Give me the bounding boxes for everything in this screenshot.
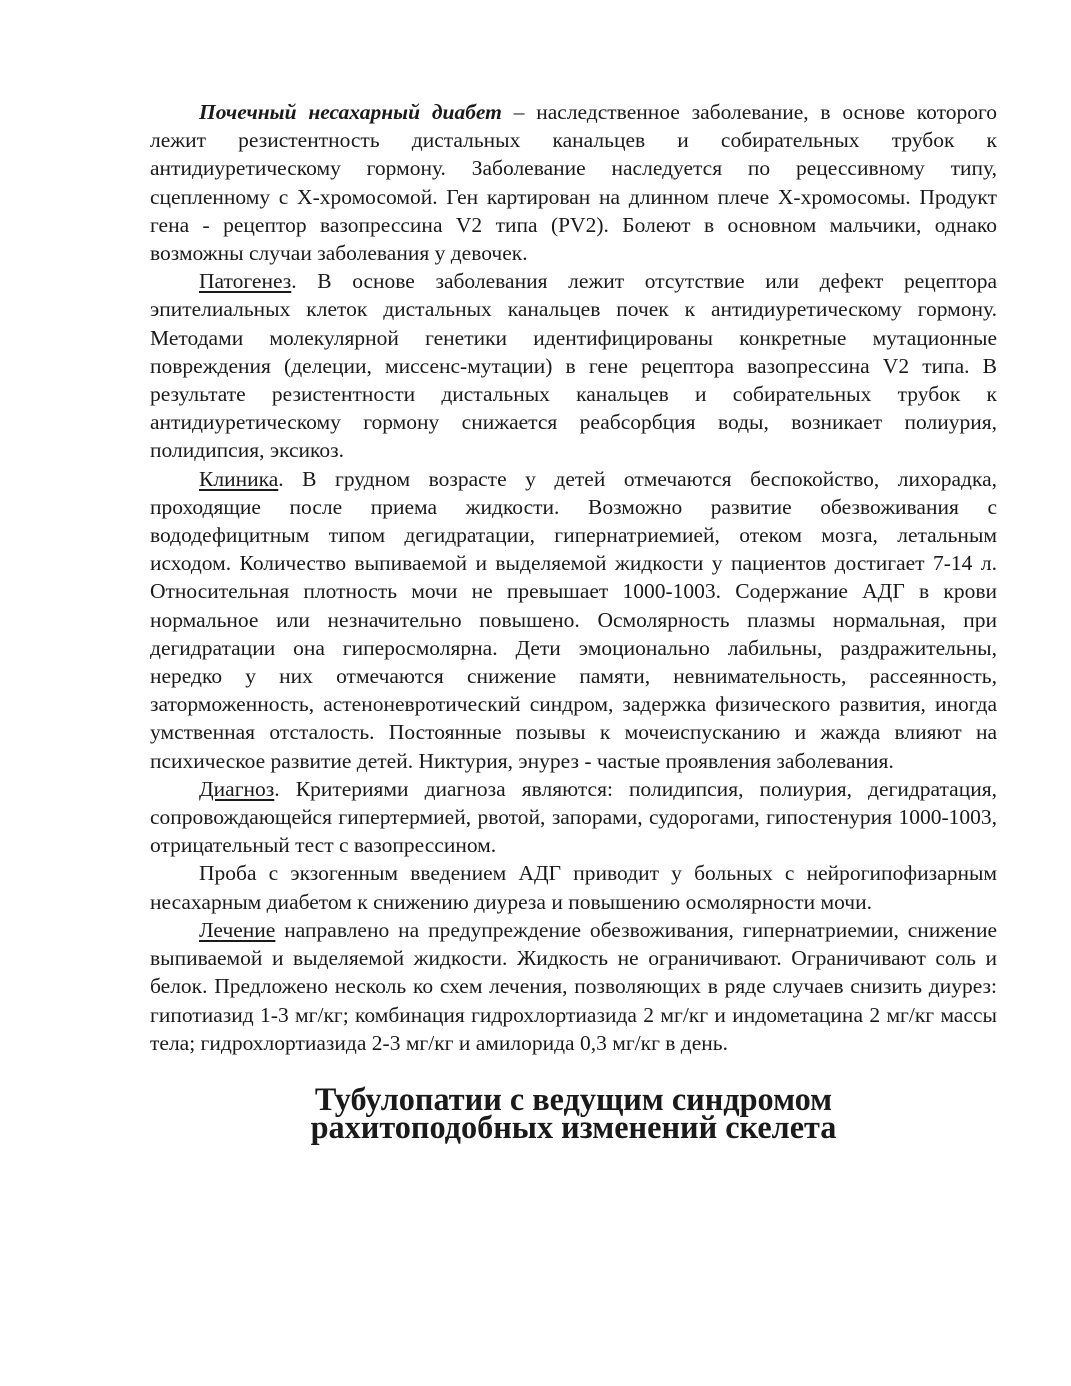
document-page [150, 98, 998, 1146]
paragraph-pathogenesis [150, 267, 997, 464]
section-heading [150, 1080, 997, 1146]
paragraph-text: . Критериями диагноза являются: полидипсия, полиурия, дегидратация, сопровождающейся гипертермией, рвотой, запорами, судорогами, гипостенурия 1000-1003, отрицательный тест с вазопрессином. [150, 776, 997, 858]
subheading-diagnosis: Диагноз [199, 776, 275, 801]
paragraph-treatment [150, 916, 997, 1057]
paragraph-diagnosis [150, 775, 997, 860]
subheading-pathogenesis: Патогенез [199, 269, 292, 294]
subheading-clinic: Клиника [199, 466, 279, 491]
paragraph-text: – наследственное заболевание, в основе которого лежит резистентность дистальных канальцев и собирательных трубок к антидиуретическому гормону. Заболевание наследуется по рецессивному типу, сцепленному с Х-хромосомой. Ген картирован на длинном плече Х-хромосомы. Продукт гена - рецептор вазопрессина V2 типа (PV2). Болеют в основном мальчики, однако возможны случаи заболевания у девочек. [150, 100, 998, 266]
section-heading-line-2: рахитоподобных изменений скелета [310, 1109, 837, 1146]
paragraph-text: . В основе заболевания лежит отсутствие или дефект рецептора эпителиальных клеток дистальных канальцев почек к антидиуретическому гормону. Методами молекулярной генетики идентифицированы конкретные мутационные повреждения (делеции, миссенс-мутации) в гене рецептора вазопрессина V2 типа. В результате резистентности дистальных канальцев и собирательных трубок к антидиуретическому гормону снижается реабсорбция воды, возникает полиурия, полидипсия, эксикоз. [150, 269, 997, 463]
section-heading-line-1: Тубулопатии с ведущим синдромом [314, 1080, 833, 1117]
paragraph-definition [150, 98, 997, 267]
term-nephrogenic-diabetes-insipidus: Почечный несахарный диабет [199, 100, 502, 124]
paragraph-text: направлено на предупреждение обезвоживания, гипернатриемии, снижение выпиваемой и выделяемой жидкости. Жидкость не ограничивают. Ограничивают соль и белок. Предложено несколь ко схем лечения, позволяющих в ряде случаев снизить диурез: гипотиазид 1-3 мг/кг; комбинация гидрохлортиазида 2 мг/кг и индометацина 2 мг/кг массы тела; гидрохлортиазида 2-3 мг/кг и амилорида 0,3 мг/кг в день. [150, 917, 997, 1055]
subheading-treatment: Лечение [199, 917, 276, 942]
paragraph-clinic [150, 465, 997, 775]
paragraph-adh-test [150, 859, 997, 915]
paragraph-text: . В грудном возрасте у детей отмечаются беспокойство, лихорадка, проходящие после приема жидкости. Возможно развитие обезвоживания с вододефицитным типом дегидратации, гипернатриемией, отеком мозга, летальным исходом. Количество выпиваемой и выделяемой жидкости у пациентов достигает 7-14 л. Относительная плотность мочи не превышает 1000-1003. Содержание АДГ в крови нормальное или незначительно повышено. Осмолярность плазмы нормальная, при дегидратации она гиперосмолярна. Дети эмоционально лабильны, раздражительны, нередко у них отмечаются снижение памяти, невнимательность, рассеянность, заторможенность, астеноневротический синдром, задержка физического развития, иногда умственная отсталость. Постоянные позывы к мочеиспусканию и жажда влияют на психическое развитие детей. Никтурия, энурез - частые проявления заболевания. [150, 466, 997, 773]
paragraph-text: Проба с экзогенным введением АДГ приводит у больных с нейрогипофизарным несахарным диабетом к снижению диуреза и повышению осмолярности мочи. [150, 861, 997, 914]
